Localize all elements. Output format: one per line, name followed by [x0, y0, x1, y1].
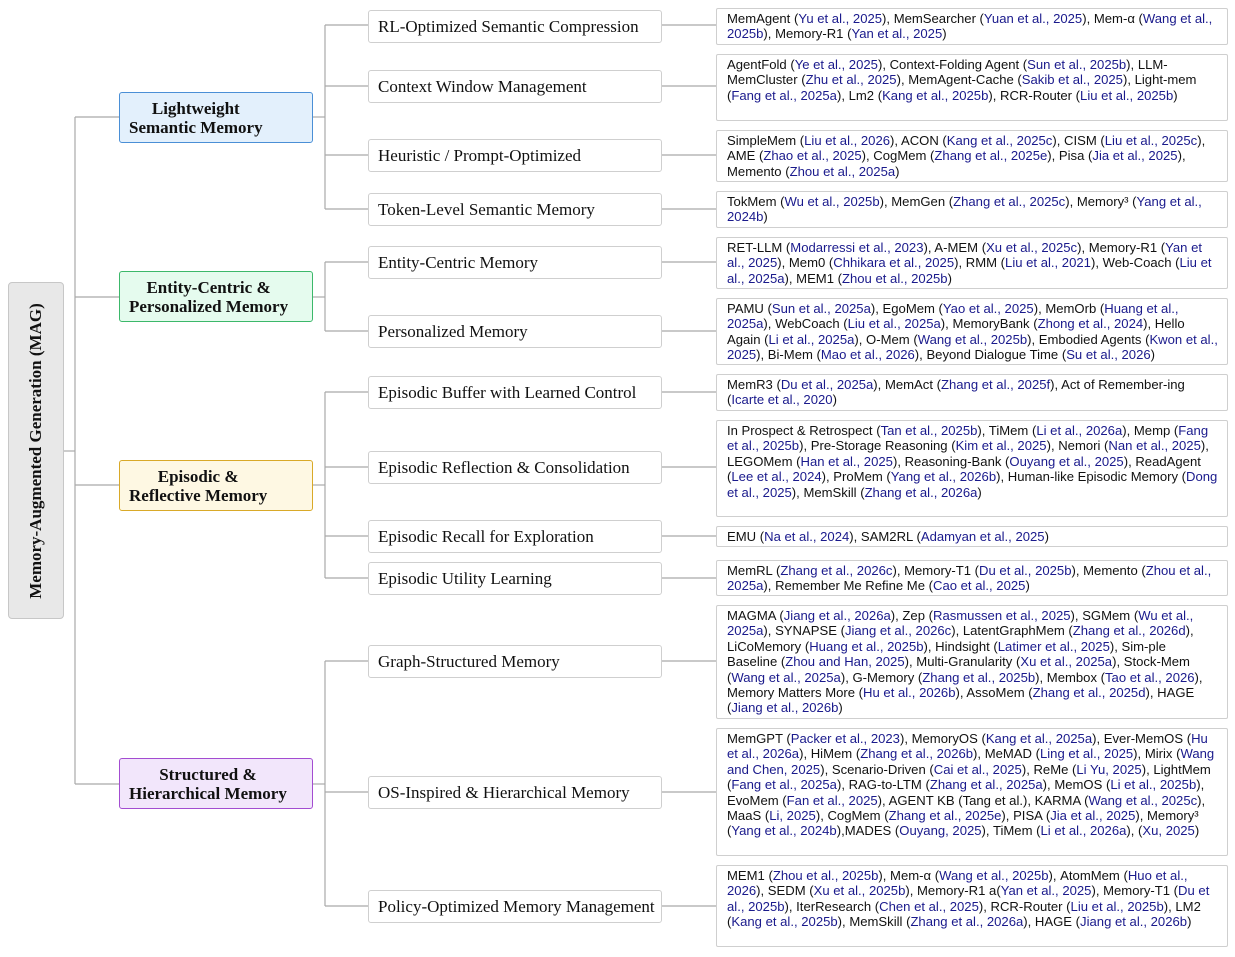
citation-link[interactable]: Huang et al., 2025b: [809, 638, 924, 654]
category-label: Structured & Hierarchical Memory: [129, 764, 287, 803]
citation-link[interactable]: Liu et al., 2021: [1005, 255, 1091, 271]
citation-link[interactable]: Zhou et al., 2025b: [772, 868, 879, 883]
citation-link[interactable]: Hu et al., 2026a: [727, 731, 1208, 762]
references-os-inspired-hierarchical-memory: MemGPT (Packer et al., 2023), MemoryOS (Kang et al., 2025a), Ever-MemOS (Hu et al., 2026a), HiMem (Zhang et al., 2026b), MeMAD (Ling et al., 2025), Mirix (Wang and Chen, 2025), Scenario-Driven (Cai et al., 2025), ReMe (Li Yu, 2025), LightMem (Fang et al., 2025a), RAG-to-LTM (Zhang et al., 2025a), MemOS (Li et al., 2025b), EvoMem (Fan et al., 2025), AGENT KB (Tang et al.), KARMA (Wang et al., 2025c), MaaS (Li, 2025), CogMem (Zhang et al., 2025e), PISA (Jia et al., 2025), Memory³ (Yang et al., 2024b),MADES (Ouyang, 2025), TiMem (Li et al., 2026a), (Xu, 2025): [716, 728, 1228, 856]
subcategory-graph-structured-memory: [368, 645, 662, 678]
citation-link[interactable]: Lee et al., 2024: [731, 469, 822, 485]
citation-link[interactable]: Zhang et al., 2025b: [922, 669, 1036, 685]
citation-link[interactable]: Zhang et al., 2025e: [934, 148, 1048, 164]
citation-link[interactable]: Zhu et al., 2025: [805, 72, 897, 88]
citation-link[interactable]: Fang et al., 2025b: [727, 423, 1209, 454]
category-episodic-reflective-memory: [119, 460, 313, 511]
category-entity-centric-personalized-memory: [119, 271, 313, 322]
citation-link[interactable]: Liu et al., 2025b: [1070, 898, 1164, 914]
citation-link[interactable]: Jiang et al., 2026c: [844, 623, 952, 639]
category-label: Entity-Centric & Personalized Memory: [129, 277, 289, 316]
citation-link[interactable]: Du et al., 2025b: [727, 883, 1210, 914]
subcategory-label: OS-Inspired & Hierarchical Memory: [378, 782, 630, 802]
references-policy-optimized-memory-management: MEM1 (Zhou et al., 2025b), Mem-α (Wang et al., 2025b), AtomMem (Huo et al., 2026), SEDM (Xu et al., 2025b), Memory-R1 a(Yan et al., 2025), Memory-T1 (Du et al., 2025b), IterResearch (Chen et al., 2025), RCR-Router (Liu et al., 2025b), LM2 (Kang et al., 2025b), MemSkill (Zhang et al., 2026a), HAGE (Jiang et al., 2026b): [716, 865, 1228, 947]
subcategory-context-window-management: [368, 70, 662, 103]
root-label: Memory-Augmented Generation (MAG): [26, 302, 45, 599]
references-personalized-memory: PAMU (Sun et al., 2025a), EgoMem (Yao et al., 2025), MemOrb (Huang et al., 2025a), WebCoach (Liu et al., 2025a), MemoryBank (Zhong et al., 2024), Hello Again (Li et al., 2025a), O-Mem (Wang et al., 2025b), Embodied Agents (Kwon et al., 2025), Bi-Mem (Mao et al., 2026), Beyond Dialogue Time (Su et al., 2026): [716, 298, 1228, 365]
citation-link[interactable]: Li et al., 2026a: [1040, 823, 1127, 839]
citation-link[interactable]: Sun et al., 2025a: [771, 301, 871, 316]
citation-link[interactable]: Tan et al., 2025b: [880, 423, 978, 438]
citation-link[interactable]: Yang et al., 2024b: [727, 194, 1202, 225]
citation-link[interactable]: Wang and Chen, 2025: [727, 746, 1215, 777]
citation-link[interactable]: Icarte et al., 2020: [731, 392, 833, 408]
citation-link[interactable]: Li et al., 2026a: [1036, 423, 1123, 438]
citation-link[interactable]: Liu et al., 2026: [804, 133, 891, 148]
citation-link[interactable]: Kang et al., 2025b: [731, 914, 838, 930]
references-token-level-semantic-memory: TokMem (Wu et al., 2025b), MemGen (Zhang et al., 2025c), Memory³ (Yang et al., 2024b): [716, 191, 1228, 228]
subcategory-label: Episodic Buffer with Learned Control: [378, 382, 637, 402]
citation-link[interactable]: Xu et al., 2025c: [986, 240, 1078, 255]
subcategory-label: Episodic Utility Learning: [378, 568, 552, 588]
citation-link[interactable]: Jia et al., 2025: [1050, 808, 1136, 824]
subcategory-episodic-buffer-learned-control: [368, 376, 662, 409]
subcategory-policy-optimized-memory-management: [368, 890, 662, 923]
citation-link[interactable]: Yao et al., 2025: [942, 301, 1034, 316]
citation-link[interactable]: Xu et al., 2025a: [1020, 654, 1113, 670]
citation-link[interactable]: Yang et al., 2026b: [890, 469, 997, 485]
references-episodic-utility-learning: MemRL (Zhang et al., 2026c), Memory-T1 (Du et al., 2025b), Memento (Zhou et al., 2025a), Remember Me Refine Me (Cao et al., 2025): [716, 560, 1228, 596]
citation-link[interactable]: Han et al., 2025: [800, 453, 893, 469]
citation-link[interactable]: Yan et al., 2025: [727, 240, 1203, 271]
citation-link[interactable]: Su et al., 2026: [1066, 347, 1151, 363]
citation-link[interactable]: Hu et al., 2026b: [863, 685, 956, 701]
citation-link[interactable]: Zhang et al., 2025c: [953, 194, 1066, 209]
subcategory-label: Heuristic / Prompt-Optimized: [378, 145, 582, 165]
citation-link[interactable]: Zhang et al., 2026b: [860, 746, 974, 762]
citation-link[interactable]: Zhong et al., 2024: [1037, 316, 1144, 332]
subcategory-personalized-memory: [368, 315, 662, 348]
citation-link[interactable]: Cai et al., 2025: [933, 761, 1022, 777]
references-entity-centric-memory: RET-LLM (Modarressi et al., 2023), A-MEM (Xu et al., 2025c), Memory-R1 (Yan et al., 2025), Mem0 (Chhikara et al., 2025), RMM (Liu et al., 2021), Web-Coach (Liu et al., 2025a), MEM1 (Zhou et al., 2025b): [716, 237, 1228, 289]
citation-link[interactable]: Sun et al., 2025b: [1027, 57, 1127, 72]
citation-link[interactable]: Zhang et al., 2025a: [929, 777, 1043, 793]
citation-link[interactable]: Ouyang et al., 2025: [1009, 453, 1124, 469]
citation-link[interactable]: Zhou et al., 2025b: [842, 270, 948, 286]
category-label: Episodic & Reflective Memory: [129, 466, 268, 505]
citation-link[interactable]: Xu, 2025: [1142, 823, 1195, 839]
citation-link[interactable]: Fan et al., 2025: [786, 792, 878, 808]
citation-link[interactable]: Rasmussen et al., 2025: [932, 608, 1071, 623]
citation-link[interactable]: Mao et al., 2026: [820, 347, 915, 363]
citation-link[interactable]: Yan et al., 2025: [1000, 883, 1092, 899]
citation-link[interactable]: Ouyang, 2025: [899, 823, 982, 839]
subcategory-episodic-reflection-consolidation: [368, 451, 662, 484]
subcategory-episodic-utility-learning: [368, 562, 662, 595]
citation-link[interactable]: Zhou et al., 2025a: [789, 163, 896, 179]
citation-link[interactable]: Fang et al., 2025a: [731, 777, 837, 793]
citation-link[interactable]: Kang et al., 2025a: [985, 731, 1093, 746]
subcategory-os-inspired-hierarchical-memory: [368, 776, 662, 809]
citation-link[interactable]: Li et al., 2025b: [1110, 777, 1197, 793]
citation-link[interactable]: Zhou et al., 2025a: [727, 563, 1212, 594]
citation-link[interactable]: Modarressi et al., 2023: [790, 240, 924, 255]
citation-link[interactable]: Zhang et al., 2025e: [888, 808, 1002, 824]
citation-link[interactable]: Liu et al., 2025a: [847, 316, 941, 332]
citation-link[interactable]: Kim et al., 2025: [955, 438, 1047, 454]
subcategory-label: Policy-Optimized Memory Management: [378, 896, 655, 916]
references-heuristic-prompt-optimized: SimpleMem (Liu et al., 2026), ACON (Kang et al., 2025c), CISM (Liu et al., 2025c), AME (Zhao et al., 2025), CogMem (Zhang et al., 2025e), Pisa (Jia et al., 2025), Memento (Zhou et al., 2025a): [716, 130, 1228, 182]
citation-link[interactable]: Li et al., 2025a: [768, 331, 855, 347]
subcategory-label: Episodic Recall for Exploration: [378, 526, 594, 546]
citation-link[interactable]: Sakib et al., 2025: [1021, 72, 1123, 88]
subcategory-label: RL-Optimized Semantic Compression: [378, 16, 639, 36]
citation-link[interactable]: Wang et al., 2025a: [731, 669, 841, 685]
citation-link[interactable]: Huo et al., 2026: [727, 868, 1188, 899]
subcategory-label: Context Window Management: [378, 76, 587, 96]
subcategory-label: Episodic Reflection & Consolidation: [378, 457, 630, 477]
citation-link[interactable]: Zhang et al., 2026a: [864, 484, 978, 500]
subcategory-label: Graph-Structured Memory: [378, 651, 560, 671]
citation-link[interactable]: Kwon et al., 2025: [727, 331, 1218, 363]
citation-link[interactable]: Chen et al., 2025: [879, 898, 979, 914]
subcategory-label: Personalized Memory: [378, 321, 528, 341]
citation-link[interactable]: Wang et al., 2025b: [939, 868, 1049, 883]
citation-link[interactable]: Dong et al., 2025: [727, 469, 1218, 500]
citation-link[interactable]: Jiang et al., 2026b: [1080, 914, 1188, 930]
references-episodic-buffer-learned-control: MemR3 (Du et al., 2025a), MemAct (Zhang et al., 2025f), Act of Remember-ing (Icarte et al., 2020): [716, 374, 1228, 411]
citation-link[interactable]: Zhou and Han, 2025: [785, 654, 905, 670]
citation-link[interactable]: Tao et al., 2026: [1105, 669, 1195, 685]
citation-link[interactable]: Chhikara et al., 2025: [833, 255, 955, 271]
references-episodic-reflection-consolidation: In Prospect & Retrospect (Tan et al., 2025b), TiMem (Li et al., 2026a), Memp (Fang et al., 2025b), Pre-Storage Reasoning (Kim et al., 2025), Nemori (Nan et al., 2025), LEGOMem (Han et al., 2025), Reasoning-Bank (Ouyang et al., 2025), ReadAgent (Lee et al., 2024), ProMem (Yang et al., 2026b), Human-like Episodic Memory (Dong et al., 2025), MemSkill (Zhang et al., 2026a): [716, 420, 1228, 517]
citation-link[interactable]: Zhang et al., 2026d: [1072, 623, 1186, 639]
citation-link[interactable]: Zhang et al., 2026a: [910, 914, 1024, 930]
citation-link[interactable]: Huang et al., 2025a: [727, 301, 1179, 332]
references-rl-optimized-semantic-compression: MemAgent (Yu et al., 2025), MemSearcher (Yuan et al., 2025), Mem-α (Wang et al., 2025b), Memory-R1 (Yan et al., 2025): [716, 8, 1228, 45]
subcategory-label: Token-Level Semantic Memory: [378, 199, 595, 219]
citation-link[interactable]: Wu et al., 2025b: [784, 194, 880, 209]
citation-link[interactable]: Yu et al., 2025: [798, 11, 883, 26]
subcategory-rl-optimized-semantic-compression: [368, 10, 662, 43]
citation-link[interactable]: Adamyan et al., 2025: [920, 529, 1045, 544]
citation-link[interactable]: Li, 2025: [769, 808, 816, 824]
citation-link[interactable]: Li Yu, 2025: [1076, 761, 1142, 777]
citation-link[interactable]: Zhang et al., 2025d: [1032, 685, 1146, 701]
citation-link[interactable]: Xu et al., 2025b: [813, 883, 906, 899]
citation-link[interactable]: Liu et al., 2025b: [1080, 87, 1174, 103]
references-graph-structured-memory: MAGMA (Jiang et al., 2026a), Zep (Rasmussen et al., 2025), SGMem (Wu et al., 2025a), SYNAPSE (Jiang et al., 2026c), LatentGraphMem (Zhang et al., 2026d), LiCoMemory (Huang et al., 2025b), Hindsight (Latimer et al., 2025), Sim-ple Baseline (Zhou and Han, 2025), Multi-Granularity (Xu et al., 2025a), Stock-Mem (Wang et al., 2025a), G-Memory (Zhang et al., 2025b), Membox (Tao et al., 2026), Memory Matters More (Hu et al., 2026b), AssoMem (Zhang et al., 2025d), HAGE (Jiang et al., 2026b): [716, 605, 1228, 719]
citation-link[interactable]: Packer et al., 2023: [790, 731, 900, 746]
citation-link[interactable]: Zhao et al., 2025: [763, 148, 862, 164]
citation-link[interactable]: Jiang et al., 2026b: [731, 700, 839, 716]
citation-link[interactable]: Liu et al., 2025c: [1104, 133, 1198, 148]
citation-link[interactable]: Jiang et al., 2026a: [783, 608, 891, 623]
citation-link[interactable]: Zhang et al., 2026c: [780, 563, 893, 578]
citation-link[interactable]: Yang et al., 2024b: [731, 823, 837, 839]
citation-link[interactable]: Jia et al., 2025: [1092, 148, 1178, 164]
citation-link[interactable]: Yan et al., 2025: [851, 26, 943, 42]
citation-link[interactable]: Yuan et al., 2025: [983, 11, 1083, 26]
citation-link[interactable]: Cao et al., 2025: [932, 578, 1026, 594]
citation-link[interactable]: Wu et al., 2025a: [727, 608, 1194, 639]
subcategory-label: Entity-Centric Memory: [378, 252, 539, 272]
citation-link[interactable]: Du et al., 2025b: [979, 563, 1072, 578]
citation-link[interactable]: Du et al., 2025a: [780, 377, 874, 392]
citation-link[interactable]: Wang et al., 2025b: [917, 331, 1028, 347]
citation-link[interactable]: Ye et al., 2025: [794, 57, 878, 72]
citation-link[interactable]: Kang et al., 2025c: [946, 133, 1053, 148]
category-label: Lightweight Semantic Memory: [129, 98, 263, 137]
citation-link[interactable]: Kang et al., 2025b: [882, 87, 989, 103]
citation-link[interactable]: Fang et al., 2025a: [731, 87, 837, 103]
citation-link[interactable]: Wang et al., 2025b: [727, 11, 1213, 42]
citation-link[interactable]: Na et al., 2024: [764, 529, 850, 544]
citation-link[interactable]: Liu et al., 2025a: [727, 255, 1212, 286]
category-structured-hierarchical-memory: [119, 758, 313, 809]
citation-link[interactable]: Wang et al., 2025c: [1088, 792, 1198, 808]
citation-link[interactable]: Ling et al., 2025: [1039, 746, 1134, 762]
subcategory-entity-centric-memory: [368, 246, 662, 279]
category-lightweight-semantic-memory: [119, 92, 313, 143]
citation-link[interactable]: Latimer et al., 2025: [997, 638, 1110, 654]
subcategory-token-level-semantic-memory: [368, 193, 662, 226]
subcategory-heuristic-prompt-optimized: [368, 139, 662, 172]
citation-link[interactable]: Zhang et al., 2025f: [940, 377, 1051, 392]
references-episodic-recall-exploration: EMU (Na et al., 2024), SAM2RL (Adamyan et al., 2025): [716, 526, 1228, 547]
subcategory-episodic-recall-exploration: [368, 520, 662, 553]
citation-link[interactable]: Nan et al., 2025: [1108, 438, 1201, 454]
root-node: [8, 282, 64, 619]
references-context-window-management: AgentFold (Ye et al., 2025), Context-Folding Agent (Sun et al., 2025b), LLM-MemCluster (Zhu et al., 2025), MemAgent-Cache (Sakib et al., 2025), Light-mem (Fang et al., 2025a), Lm2 (Kang et al., 2025b), RCR-Router (Liu et al., 2025b): [716, 54, 1228, 121]
